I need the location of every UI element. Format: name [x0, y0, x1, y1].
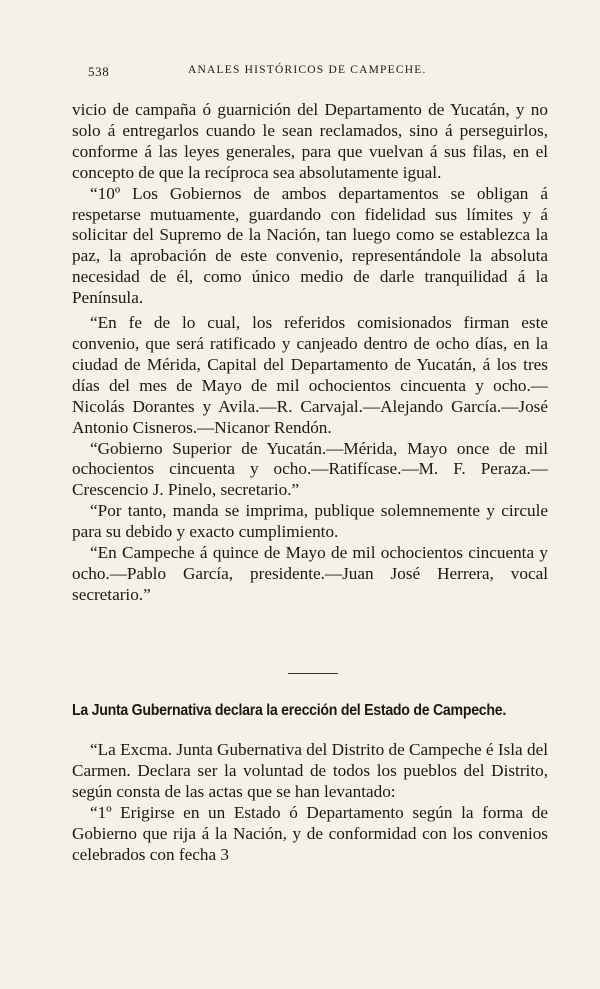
paragraph-signatures: “En fe de lo cual, los referidos comisionados firman este convenio, que será ratificado y canjeado dentro de ocho días, en la ciudad de Mérida, Capital del Departamento de Yucatán, á los tres días del mes de Mayo de mil ochocientos cincuenta y ocho.—Nicolás Dorantes y Avila.—R. Carvajal.—Alejando García.—José Antonio Cisneros.—Nicanor Rendón. [72, 313, 548, 437]
page-number: 538 [88, 64, 110, 79]
section-heading: La Junta Gubernativa declara la erección del Estado de Campeche. [72, 702, 507, 719]
running-title: ANALES HISTÓRICOS DE CAMPECHE. [188, 64, 427, 76]
paragraph-campeche-date: “En Campeche á quince de Mayo de mil ochocientos cincuenta y ocho.—Pablo García, presidente.—Juan José Herrera, vocal secretario.” [72, 543, 548, 604]
paragraph-article-10: “10º Los Gobiernos de ambos departamentos se obligan á respetarse mutuamente, guardando con fidelidad sus límites y á solicitar del Supremo de la Nación, tan luego como se establezca la paz, la aprobación de este convenio, representándole la absoluta necesidad de él, como único medio de darle tranquilidad á la Península. [72, 183, 548, 308]
body-text [72, 100, 548, 606]
paragraph-junta-declaration: “La Excma. Junta Gubernativa del Distrito de Campeche é Isla del Carmen. Declara ser la voluntad de todos los pueblos del Distrito, según consta de las actas que se han levantado: [72, 740, 548, 801]
paragraph-publication: “Por tanto, manda se imprima, publique solemnemente y circule para su debido y exacto cumplimiento. [72, 501, 548, 542]
paragraph-ratification: “Gobierno Superior de Yucatán.—Mérida, Mayo once de mil ochocientos cincuenta y ocho.—Ratifícase.—M. F. Peraza.—Crescencio J. Pinelo, secretario.” [72, 438, 548, 500]
paragraph-continuation: vicio de campaña ó guarnición del Departamento de Yucatán, y no solo á entregarlos cuando le sean reclamados, sino á perseguirlos, conforme á las leyes generales, para que vuelvan á sus filas, en el concepto de que la recíproca sea absolutamente igual. [72, 100, 548, 182]
section-body [72, 740, 548, 865]
paragraph-article-1: “1º Erigirse en un Estado ó Departamento según la forma de Gobierno que rija á la Nación, y de conformidad con los convenios celebrados con fecha 3 [72, 802, 548, 864]
section-divider [288, 673, 338, 674]
